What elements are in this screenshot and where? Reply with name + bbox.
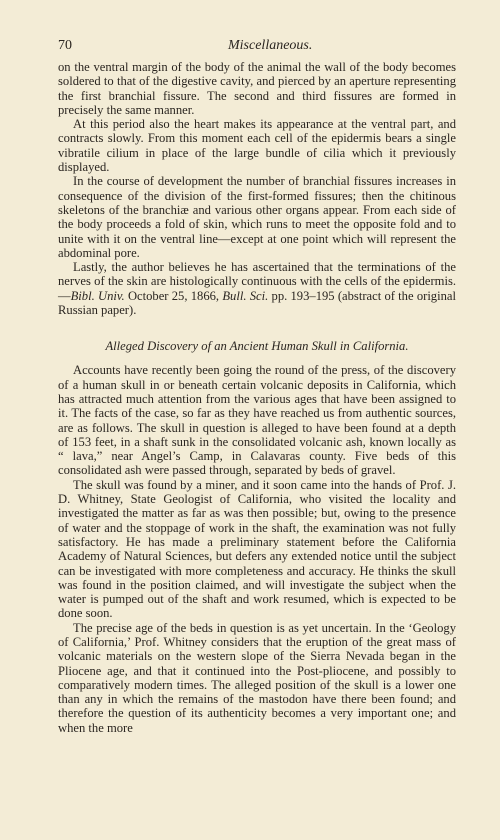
running-head [58, 38, 456, 58]
running-title: Miscellaneous. [228, 38, 313, 53]
body-text [58, 60, 456, 735]
section-embryology [58, 60, 456, 317]
citation-text-before: Lastly, the author believes he has ascertained that the terminations of the nerves of the skin are histologically continuous with the cells of the epidermis.— [58, 260, 456, 303]
paragraph: The skull was found by a miner, and it soon came into the hands of Prof. J. D. Whitney, State Geologist of California, who visited the locality and investigated the matter as far as was then possible; but, owing to the presence of water and the stoppage of work in the shaft, the examination was not fully satisfactory. He has made a preliminary statement before the California Academy of Natural Sciences, but defers any extended notice until the subject can be investigated with more completeness and accuracy. He thinks the skull was found in the position claimed, and will investigate the subject when the water is pumped out of the shaft and work resumed, which is expected to be done soon. [58, 477, 456, 621]
paragraph: In the course of development the number of branchial fissures increases in consequence of the division of the first-formed fissures; then the chitinous skeletons of the branchiæ and various other organs appear. From each side of the body proceeds a fold of skin, which runs to meet the opposite fold and to unite with it on the ventral line—except at one point which will represent the abdominal pore. [58, 174, 456, 260]
page-number: 70 [58, 38, 72, 53]
citation-text-after: pp. 193–195 (abstract of the original Russian paper). [58, 288, 456, 318]
citation-text-middle: October 25, 1866, [124, 288, 223, 303]
paragraph: The precise age of the beds in question is as yet uncertain. In the ‘Geology of California,’ Prof. Whitney considers that the eruption of the great mass of volcanic materials on the western slope of the Sierra Nevada began in the Pliocene age, and that it continued into the Post-pliocene, and possibly to comparatively modern times. The alleged position of the skull is a lower one than any in which the remains of the mastodon have there been found; and therefore the question of its authenticity becomes a very important one; and when the more [58, 620, 456, 735]
section-title: Alleged Discovery of an Ancient Human Skull in California. [105, 339, 409, 354]
paragraph-with-citation [58, 260, 456, 317]
paragraph: Accounts have recently been going the round of the press, of the discovery of a human skull in or beneath certain volcanic deposits in California, which has attracted much attention from the various ages that have been assigned to it. The facts of the case, so far as they have reached us from authentic sources, are as follows. The skull in question is alleged to have been found at a depth of 153 feet, in a shaft sunk in the consolidated volcanic ash, known locally as “ lava,” near Angel’s Camp, in Calavaras county. Five beds of this consolidated ash were passed through, separated by beds of gravel. [58, 363, 456, 478]
citation-journal-2: Bull. Sci. [222, 288, 269, 303]
paragraph: At this period also the heart makes its appearance at the ventral part, and contracts slowly. From this moment each cell of the epidermis bears a single vibratile cilium in place of the large bundle of cilia which it previously displayed. [58, 117, 456, 175]
section-skull [58, 339, 456, 735]
paragraph: on the ventral margin of the body of the animal the wall of the body becomes soldered to that of the digestive cavity, and pierced by an aperture representing the first branchial fissure. The second and third fissures are formed in precisely the same manner. [58, 60, 456, 117]
citation-journal-1: Bibl. Univ. [70, 288, 125, 303]
